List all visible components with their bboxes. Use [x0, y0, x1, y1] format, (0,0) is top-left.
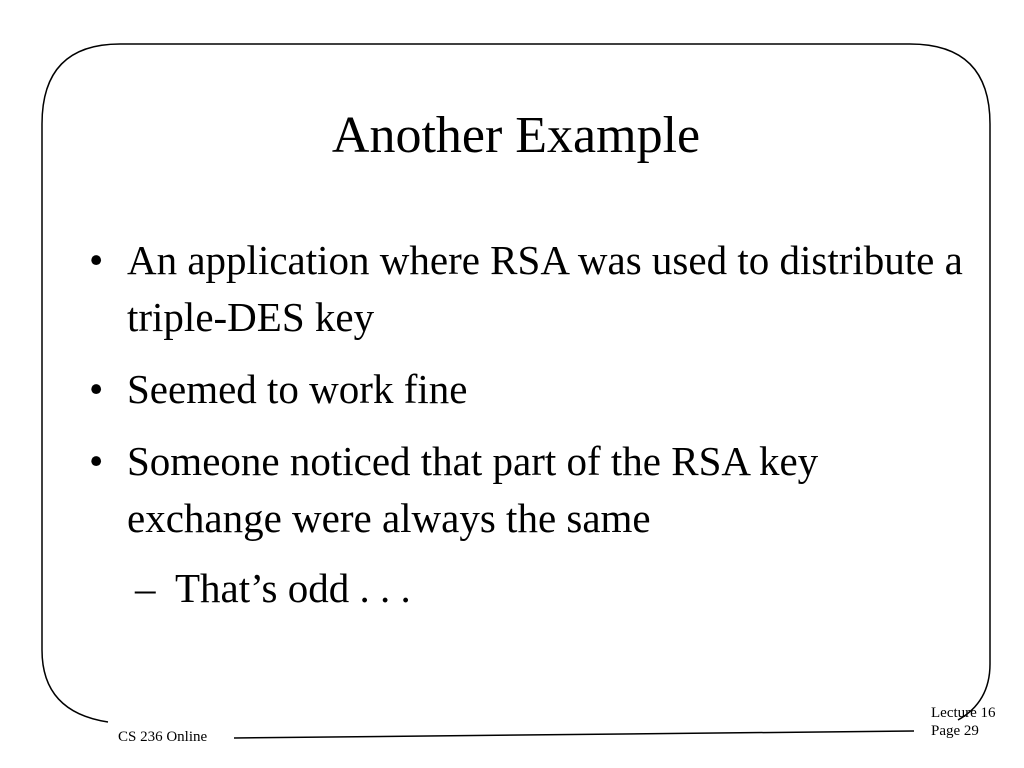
- footer-lecture-page: [931, 704, 996, 740]
- bullet-text: An application where RSA was used to distribute a triple-DES key: [127, 237, 963, 340]
- bullet-list: [85, 232, 965, 617]
- sub-bullet-text: That’s odd . . .: [175, 565, 411, 611]
- footer-course: CS 236 Online: [118, 729, 208, 745]
- bullet-text: Someone noticed that part of the RSA key exchange were always the same: [127, 438, 819, 541]
- footer-page: Page 29: [931, 723, 979, 739]
- sub-bullet-item: [85, 560, 965, 617]
- sub-bullet-marker: –: [135, 565, 156, 611]
- bullet-marker: •: [89, 366, 104, 412]
- footer-lecture: Lecture 16: [931, 705, 996, 721]
- slide-title: Another Example: [331, 107, 701, 164]
- bullet-text: Seemed to work fine: [127, 366, 468, 412]
- bullet-item: [85, 361, 965, 418]
- bullet-marker: •: [89, 438, 104, 484]
- bullet-item: [85, 232, 965, 346]
- bullet-marker: •: [89, 237, 104, 283]
- bullet-item: [85, 433, 965, 547]
